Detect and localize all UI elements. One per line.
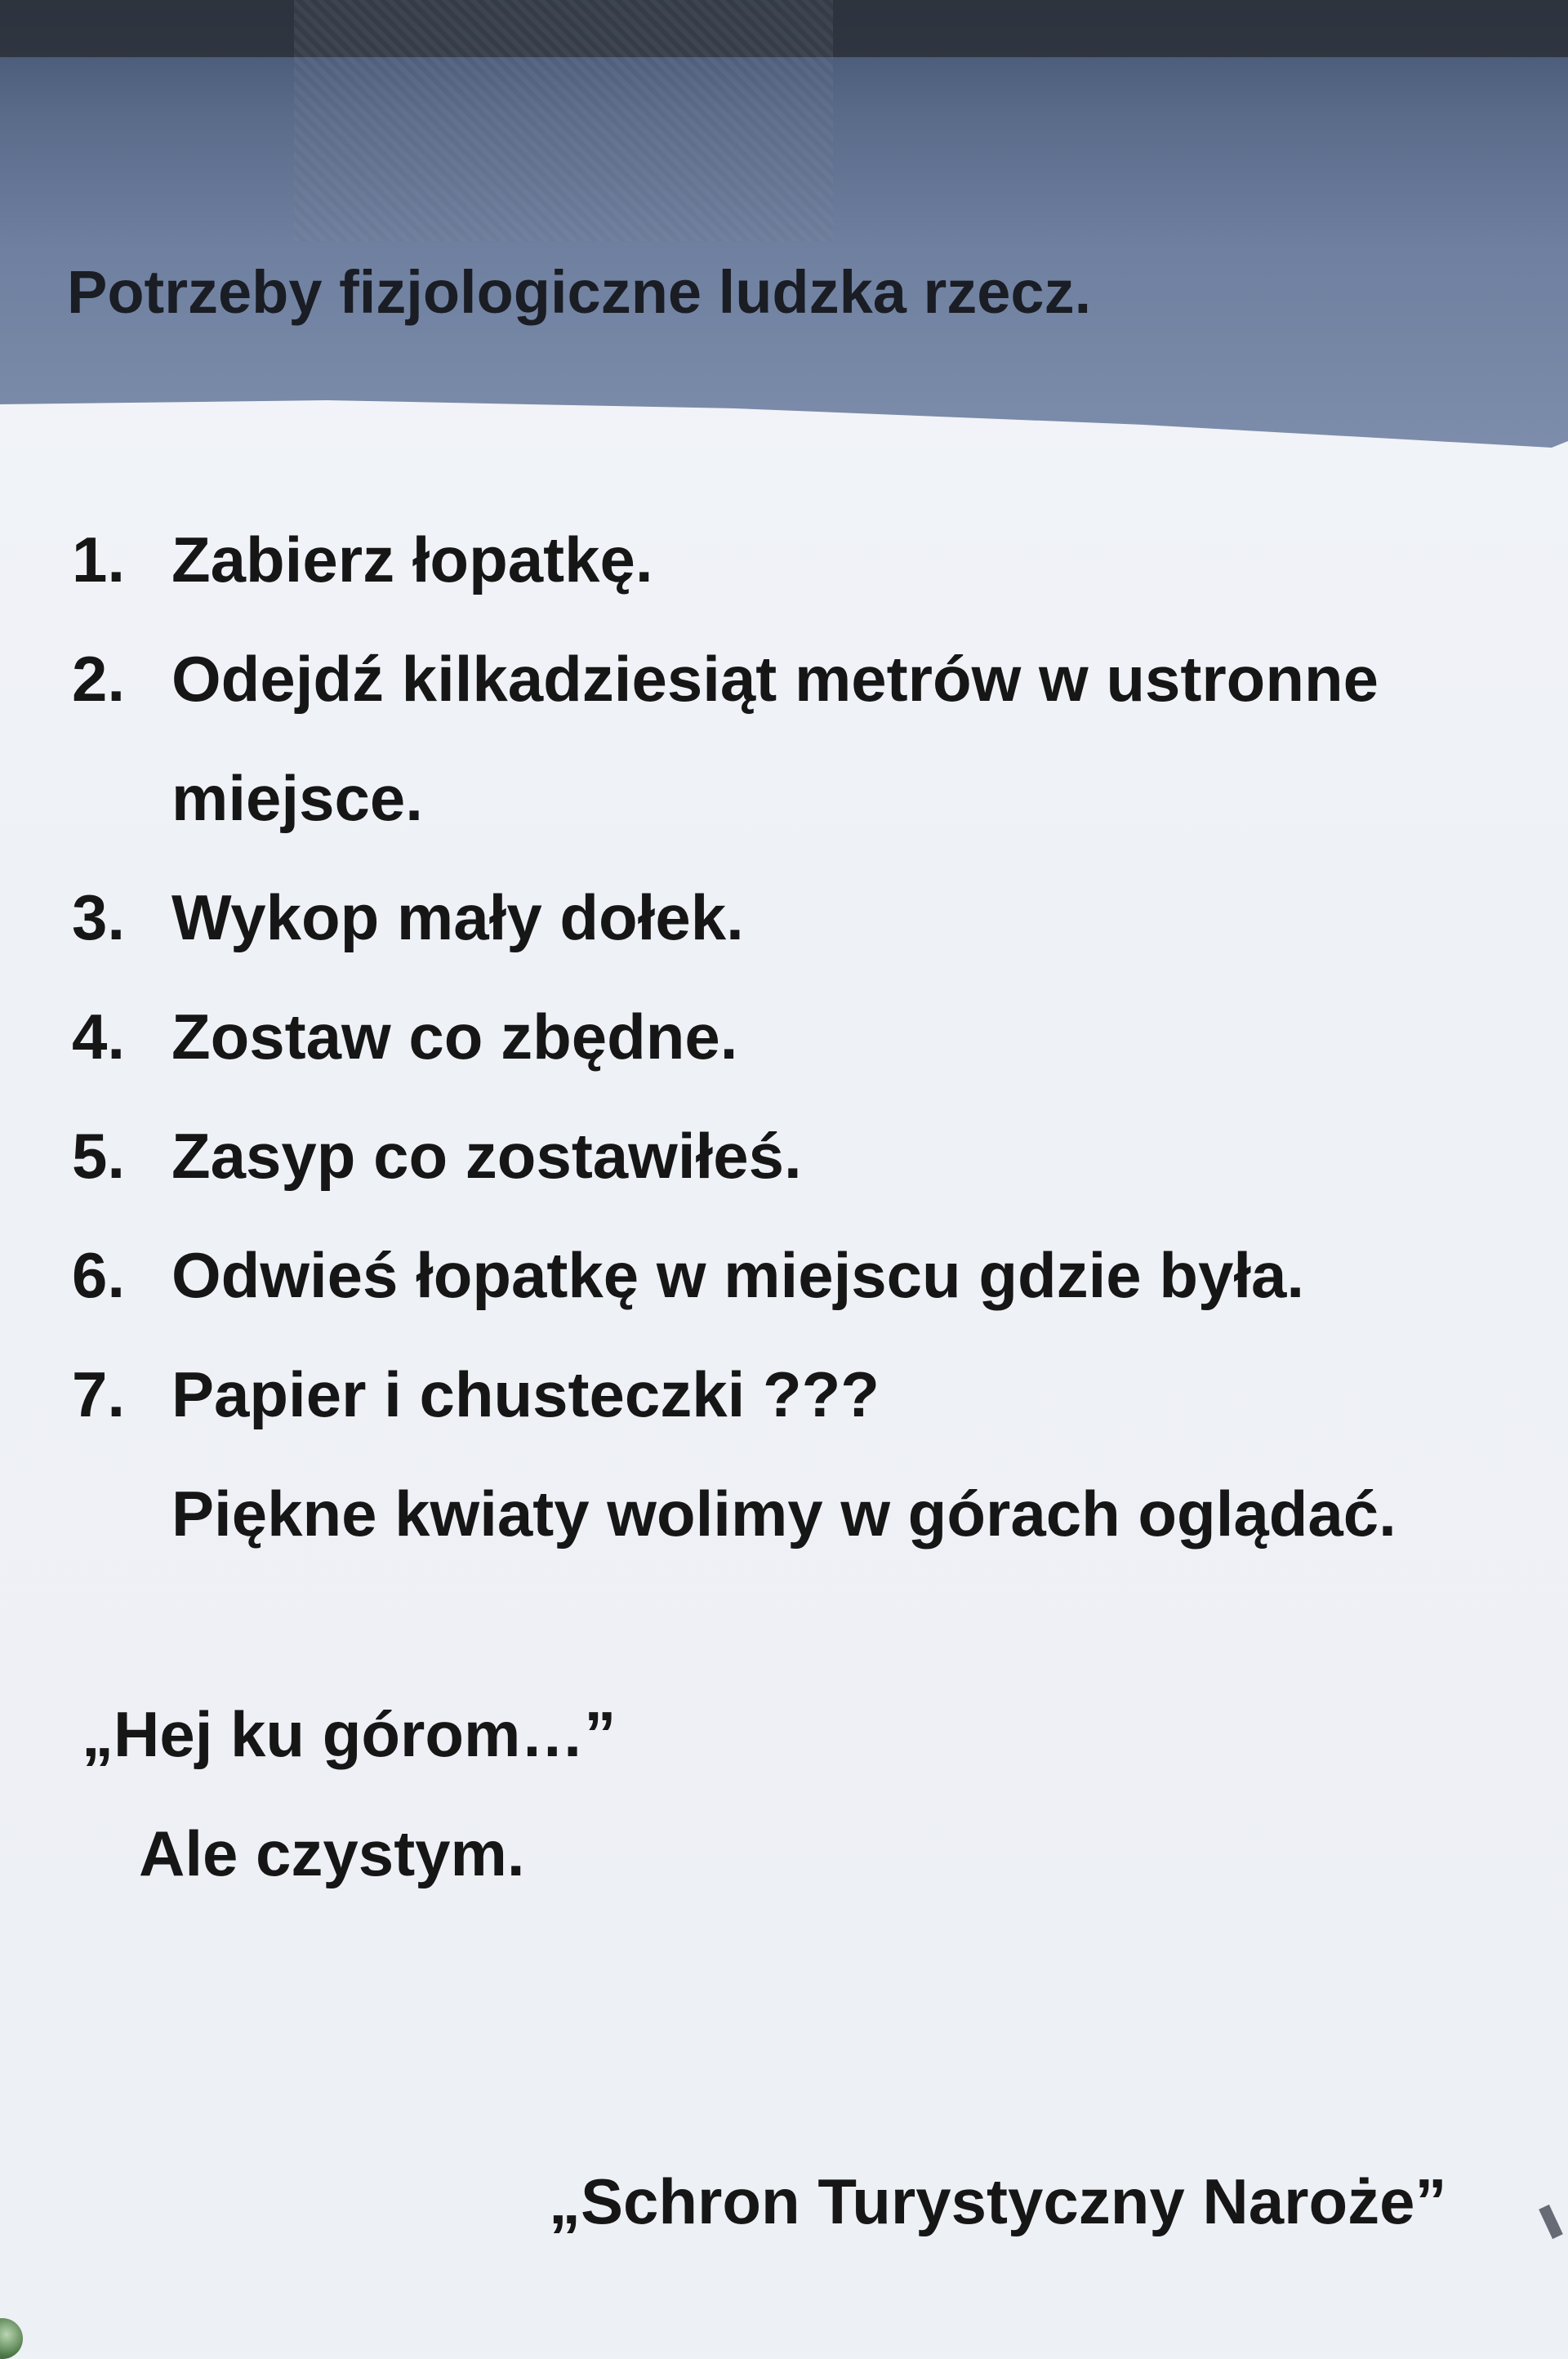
rule-number: 2.	[72, 643, 126, 715]
rule-number: 1.	[72, 524, 126, 595]
signature: „Schron Turystyczny Naroże”	[549, 2165, 1447, 2237]
rule-number: 3.	[72, 881, 126, 953]
rule-number: 7.	[72, 1358, 126, 1430]
rule-text: Wykop mały dołek.	[172, 881, 744, 953]
rules-list	[72, 500, 1396, 1573]
motto-line-1: „Hej ku górom…”	[82, 1698, 617, 1770]
rule-item-5	[72, 1096, 1396, 1215]
rule-number: 6.	[72, 1239, 126, 1311]
rule-text: Odejdź kilkadziesiąt metrów w ustronne	[172, 643, 1379, 715]
rule-text: Zasyp co zostawiłeś.	[172, 1120, 802, 1192]
rule-item-1	[72, 500, 1396, 619]
rule-text: Zabierz łopatkę.	[172, 524, 653, 595]
edge-mark	[1539, 2205, 1563, 2239]
rule-item-4	[72, 977, 1396, 1096]
rule-text: Odwieś łopatkę w miejscu gdzie była.	[172, 1239, 1305, 1311]
sign-title: Potrzeby fizjologiczne ludzka rzecz.	[67, 258, 1092, 326]
rule-item-2-continuation	[72, 738, 1396, 858]
motto	[82, 1674, 616, 1913]
rule-item-2	[72, 619, 1396, 738]
rule-number: 5.	[72, 1120, 126, 1192]
rule-item-7-continuation	[72, 1454, 1396, 1573]
rule-text: Zostaw co zbędne.	[172, 1001, 738, 1072]
sticker-residue	[294, 0, 833, 241]
rule-item-6	[72, 1215, 1396, 1335]
rule-text-continuation: Piękne kwiaty wolimy w górach oglądać.	[172, 1478, 1396, 1550]
rule-text-continuation: miejsce.	[172, 762, 423, 834]
rule-item-7	[72, 1335, 1396, 1454]
rule-text: Papier i chusteczki ???	[172, 1358, 880, 1430]
rule-number: 4.	[72, 1001, 126, 1072]
motto-line-2: Ale czystym.	[139, 1817, 525, 1889]
rule-item-3	[72, 858, 1396, 977]
rivet-icon	[0, 2318, 23, 2359]
